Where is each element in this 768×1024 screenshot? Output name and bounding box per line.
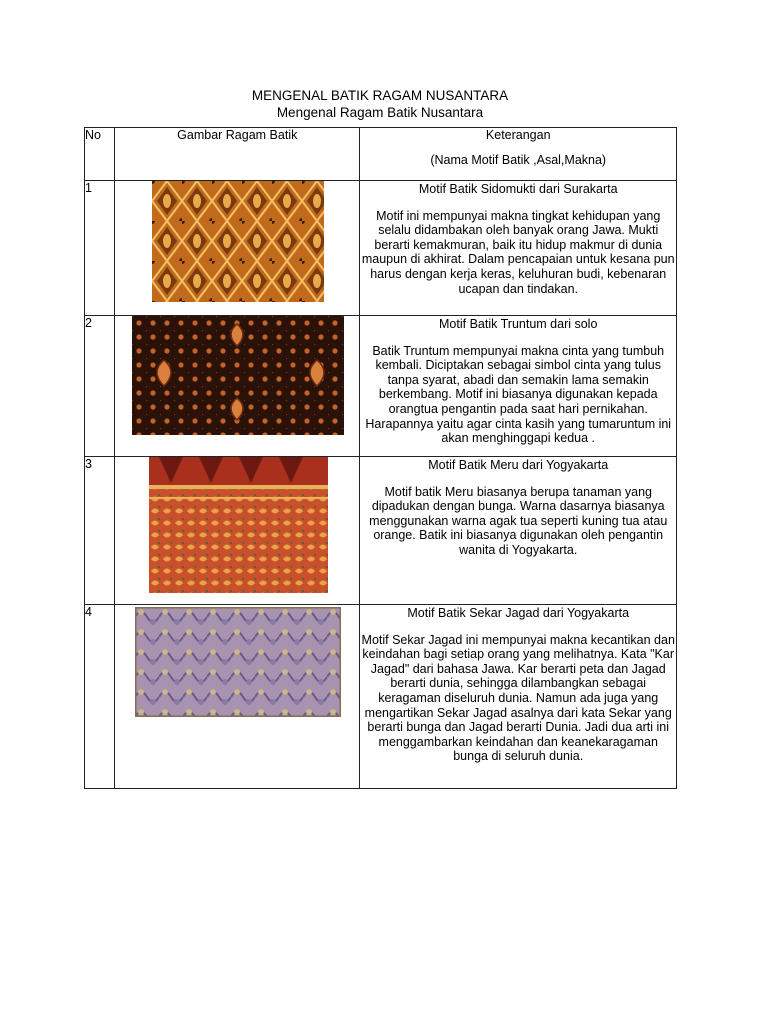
motif-description: Batik Truntum mempunyai makna cinta yang tumbuh kembali. Diciptakan sebagai simbol cinta yang tulus tanpa syarat, abadi dan semakin lama semakin berkembang. Motif ini biasanya digunakan kepada orangtua pengantin pada saat hari pernikahan. Harapannya yaitu agar cinta kasih yang tumaruntum ini akan menghinggapi kedua . xyxy=(365,343,672,446)
motif-description: Motif ini mempunyai makna tingkat kehidupan yang selalu didambakan oleh banyak orang Jawa. Mukti berarti kemakmuran, baik itu hidup makmur di dunia maupun di akhirat. Dalam pencapaian untuk kesana pun harus dengan kerja keras, keluhuran budi, kebenaran ucapan dan tindakan. xyxy=(361,208,675,296)
batik-description-cell xyxy=(360,316,677,457)
table-header-row xyxy=(85,128,677,181)
motif-name: Motif Batik Meru dari Yogyakarta xyxy=(428,458,609,472)
document-subtitle: Mengenal Ragam Batik Nusantara xyxy=(276,105,484,120)
motif-name: Motif Batik Truntum dari solo xyxy=(439,317,598,331)
motif-name: Motif Batik Sekar Jagad dari Yogyakarta xyxy=(407,606,630,620)
batik-image-cell xyxy=(115,457,360,605)
batik-image-cell xyxy=(115,316,360,457)
meru-batik-image xyxy=(149,457,328,593)
sekar-jagad-batik-image xyxy=(135,607,341,717)
table-row xyxy=(85,316,677,457)
row-number: 3 xyxy=(85,457,115,605)
header-description xyxy=(360,128,677,181)
batik-description-cell xyxy=(360,457,677,605)
batik-image-cell xyxy=(115,181,360,316)
row-number: 4 xyxy=(85,605,115,789)
table-row xyxy=(85,605,677,789)
table-row xyxy=(85,181,677,316)
header-no: No xyxy=(85,128,115,181)
header-image: Gambar Ragam Batik xyxy=(115,128,360,181)
motif-description: Motif Sekar Jagad ini mempunyai makna kecantikan dan keindahan bagi setiap orang yang melihatnya. Kata "Kar Jagad" dari bahasa Jawa. Kar berarti peta dan Jagad berarti dunia, sehingga dilambangkan sebagai keragaman diseluruh dunia. Namun ada juga yang mengartikan Sekar Jagad asalnya dari kata Sekar yang berarti bunga dan Jagad berarti Dunia. Jadi dua arti ini menggambarkan keindahan dan keanekaragaman bunga di seluruh dunia. xyxy=(361,632,675,764)
document-title: MENGENAL BATIK RAGAM NUSANTARA xyxy=(251,88,509,103)
batik-description-cell xyxy=(360,181,677,316)
sidomukti-batik-image xyxy=(152,181,324,302)
truntum-batik-image xyxy=(132,316,344,435)
header-description-line2: (Nama Motif Batik ,Asal,Makna) xyxy=(430,152,607,167)
motif-name: Motif Batik Sidomukti dari Surakarta xyxy=(418,182,618,196)
header-description-line1: Keterangan xyxy=(485,128,551,142)
row-number: 2 xyxy=(85,316,115,457)
batik-table xyxy=(84,127,677,789)
table-row xyxy=(85,457,677,605)
row-number: 1 xyxy=(85,181,115,316)
batik-description-cell xyxy=(360,605,677,789)
batik-image-cell xyxy=(115,605,360,789)
motif-description: Motif batik Meru biasanya berupa tanaman yang dipadukan dengan bunga. Warna dasarnya biasanya menggunakan warna agak tua seperti kuning tua atau orange. Batik ini biasanya digunakan oleh pengantin wanita di Yogyakarta. xyxy=(369,484,668,557)
